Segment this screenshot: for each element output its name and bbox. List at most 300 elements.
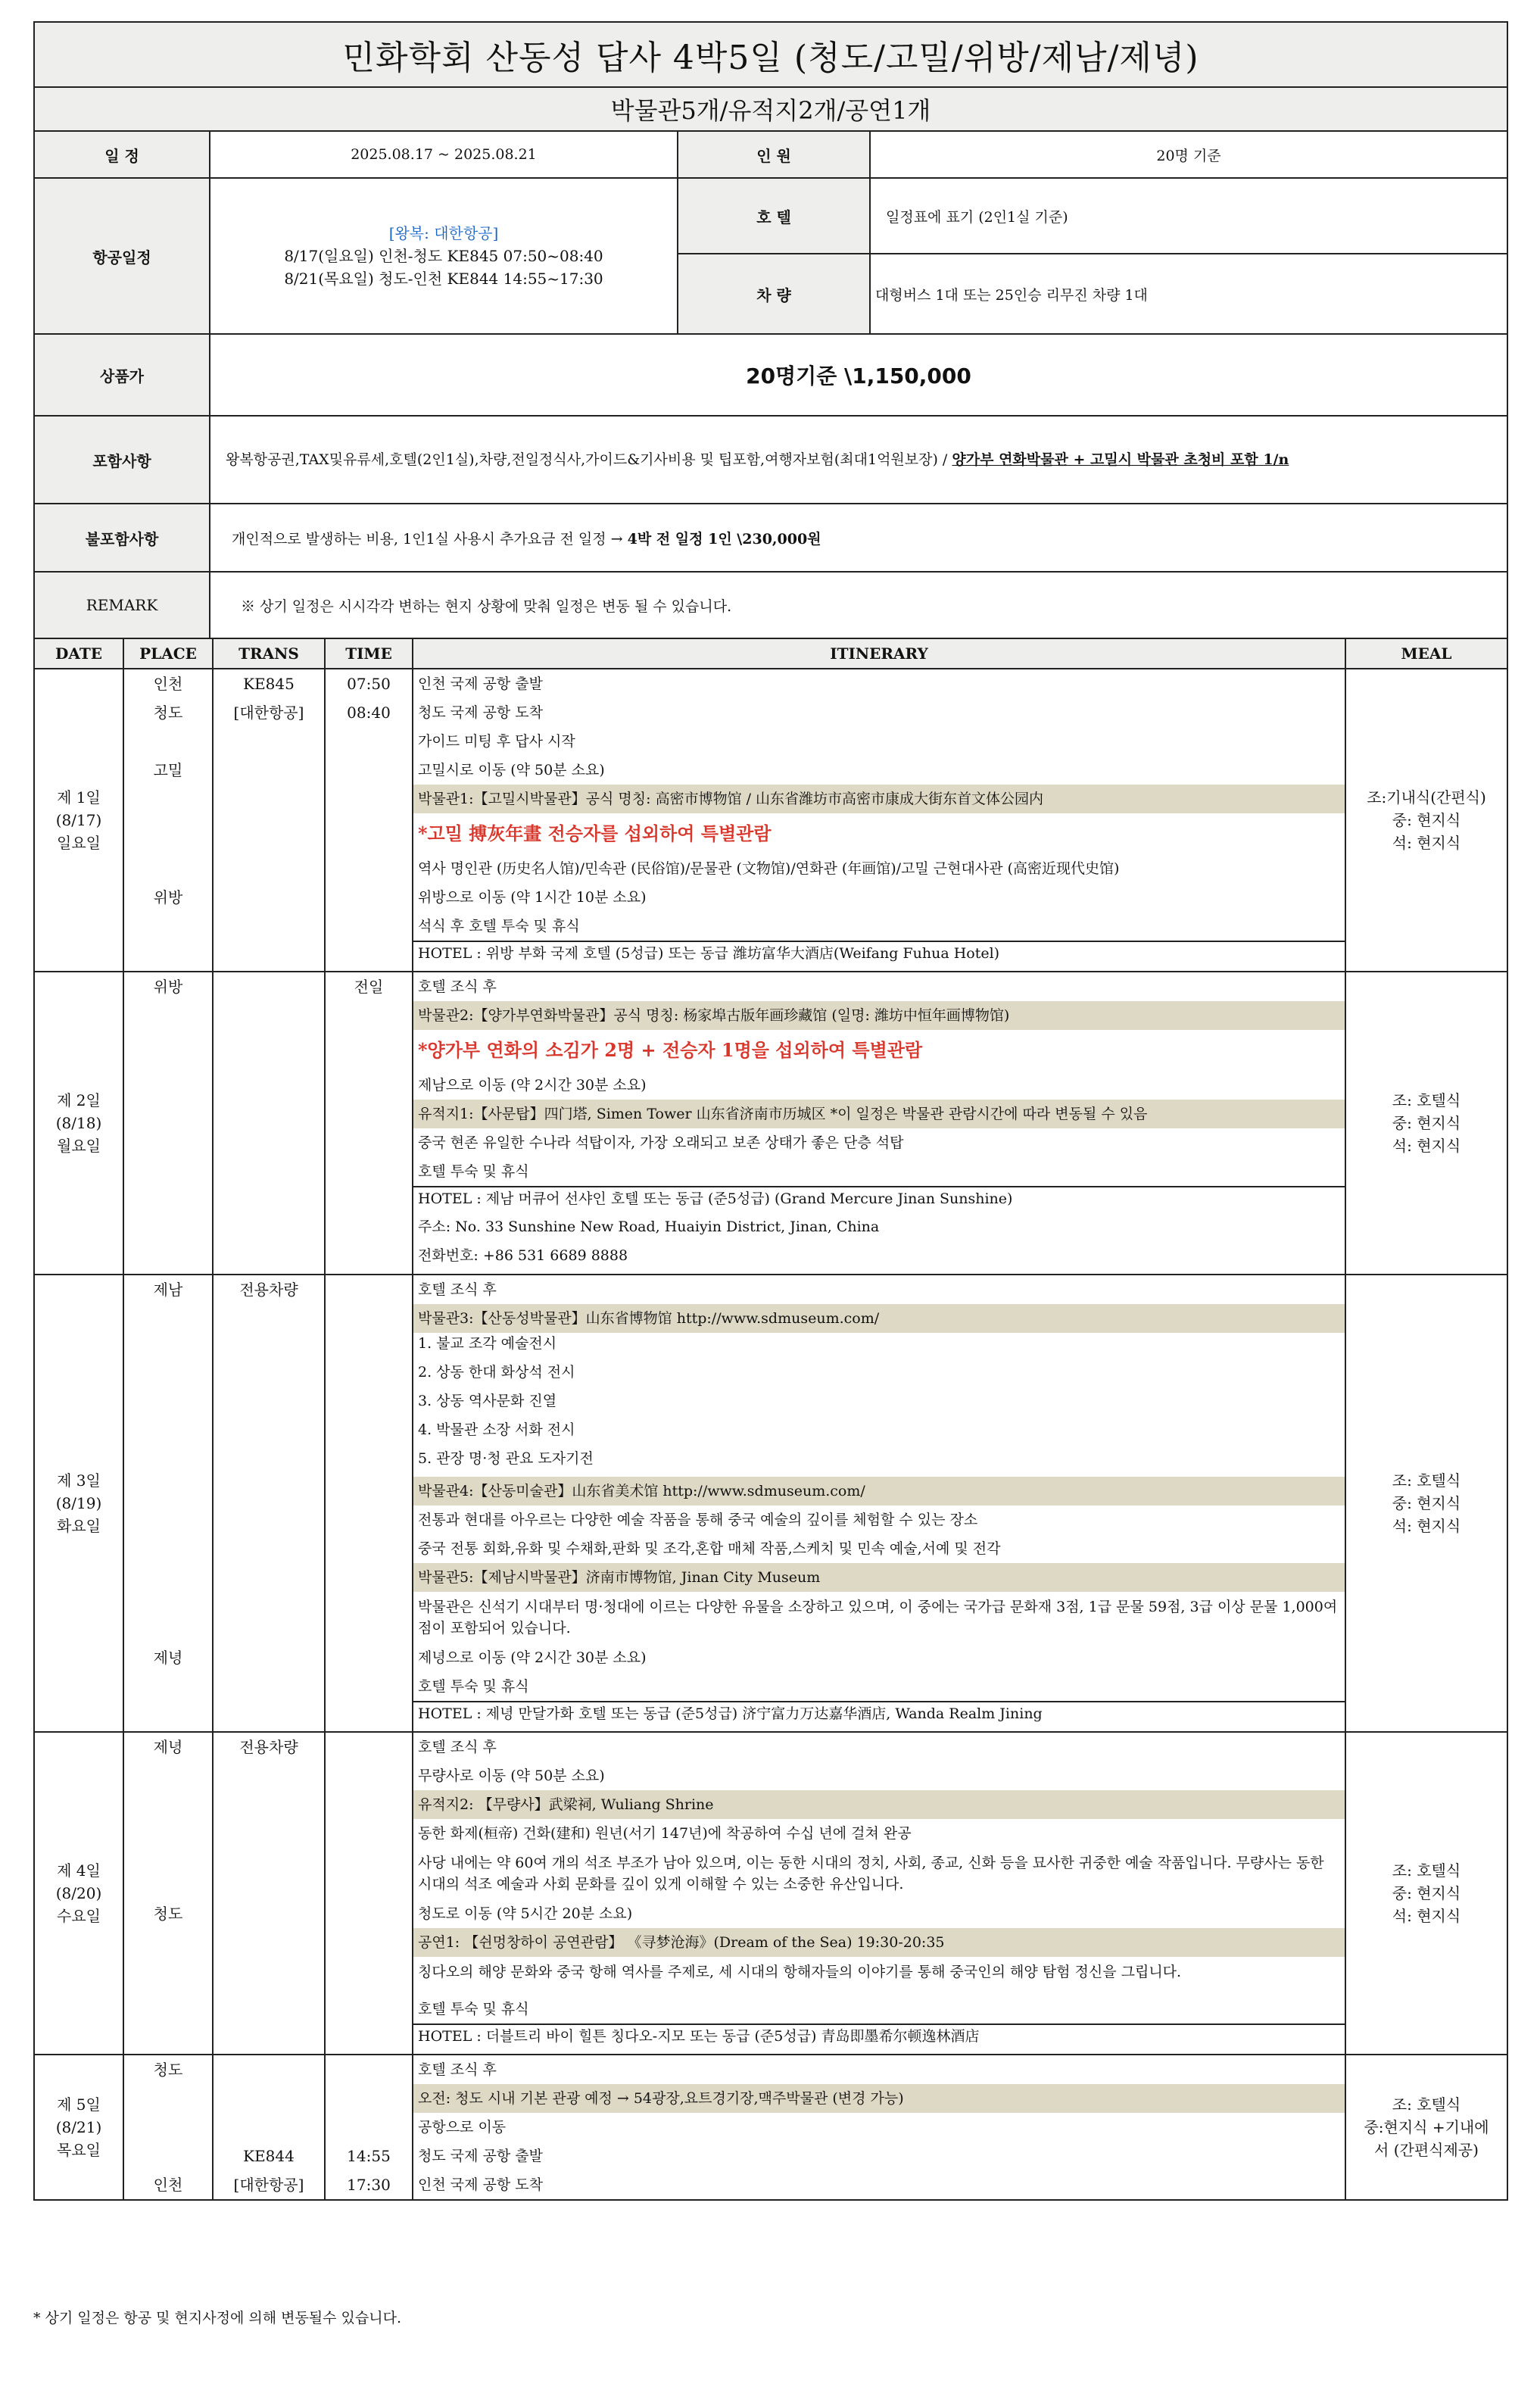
time-entry (326, 1448, 412, 1477)
itinerary-row: 호텔 조식 후 (418, 978, 497, 995)
time-entry (326, 1245, 412, 1274)
itinerary-row: 공항으로 이동 (418, 2119, 507, 2136)
itinerary-row: 역사 명인관 (历史名人馆)/민속관 (民俗馆)/문물관 (文物馆)/연화관 (年画馆)/고밀 근현대사관 (高密近现代史馆) (418, 860, 1120, 877)
time-entry (326, 1001, 412, 1030)
trans-entry (214, 1390, 324, 1419)
time-entry (326, 813, 412, 854)
meal-line: 중: 현지식 (1392, 811, 1461, 829)
place-entry (124, 1928, 212, 1957)
time-entry (326, 1790, 412, 1819)
flight-inbound: 8/21(목요일) 청도-인천 KE844 14:55~17:30 (284, 270, 603, 288)
day-itinerary-cell (413, 972, 1345, 1275)
itinerary-table (33, 638, 1508, 2201)
itinerary-row: HOTEL : 제녕 만달가화 호텔 또는 동급 (준5성급) 济宁富力万达嘉华酒店, Wanda Realm Jining (413, 1701, 1345, 1731)
trans-entry (214, 785, 324, 813)
day-date-line: (8/17) (55, 811, 102, 829)
time-entry (326, 1848, 412, 1899)
time-entry (326, 1304, 412, 1333)
trans-entry (214, 1448, 324, 1477)
include-label: 포함사항 (34, 416, 210, 504)
day-meal-cell (1345, 669, 1507, 972)
trans-entry (214, 1899, 324, 1928)
day-time-cell (325, 972, 413, 1275)
flight-info (210, 178, 678, 334)
remark-label: REMARK (34, 572, 210, 638)
day-date-line: 수요일 (57, 1907, 101, 1925)
page-title: 민화학회 산동성 답사 4박5일 (청도/고밀/위방/제남/제녕) (34, 22, 1507, 87)
remark-value: ※ 상기 일정은 시시각각 변하는 현지 상황에 맞춰 일정은 변동 될 수 있습니다. (210, 572, 1507, 638)
place-entry (124, 2084, 212, 2113)
trans-entry (214, 912, 324, 941)
day-time-cell (325, 1732, 413, 2055)
trans-entry (214, 972, 324, 1001)
day-time-cell (325, 1275, 413, 1732)
price-value: 20명기준 \1,150,000 (210, 334, 1507, 416)
trans-entry (214, 1100, 324, 1128)
trans-entry (214, 1643, 324, 1672)
place-entry (124, 727, 212, 756)
day-place-cell (123, 1732, 213, 2055)
time-entry (326, 1899, 412, 1928)
trans-entry (214, 854, 324, 883)
meal-line: 석: 현지식 (1392, 1137, 1461, 1155)
place-entry (124, 1390, 212, 1419)
place-entry (124, 1157, 212, 1186)
schedule-value: 2025.08.17 ~ 2025.08.21 (210, 131, 678, 178)
itinerary-row: 호텔 투숙 및 휴식 (418, 1678, 529, 1695)
meal-line: 조: 호텔식 (1392, 2095, 1461, 2114)
place-entry (124, 1701, 212, 1731)
place-entry (124, 1001, 212, 1030)
meal-line: 석: 현지식 (1392, 1517, 1461, 1535)
day-trans-cell (213, 1275, 325, 1732)
itinerary-row: 3. 상동 역사문화 진열 (418, 1393, 557, 1409)
meal-line: 중: 현지식 (1392, 1494, 1461, 1512)
time-entry (326, 1957, 412, 1995)
trans-entry: 전용차량 (239, 1281, 298, 1299)
itinerary-row: 박물관1:【고밀시박물관】공식 명칭: 高密市博物馆 / 山东省潍坊市高密市康成大街东首文体公园内 (413, 785, 1345, 813)
itinerary-row: 무량사로 이동 (약 50분 소요) (418, 1768, 605, 1784)
day-trans-cell (213, 2055, 325, 2200)
itinerary-row: 오전: 청도 시내 기본 관광 예정 → 54광장,요트경기장,맥주박물관 (변경 가능) (413, 2084, 1345, 2113)
time-entry: 전일 (354, 978, 384, 996)
trans-entry (214, 1071, 324, 1100)
time-entry (326, 1733, 412, 1761)
trans-entry (214, 1419, 324, 1448)
place-entry (124, 1506, 212, 1534)
include-value (210, 416, 1507, 504)
trans-entry (214, 1957, 324, 1995)
day-date-line: (8/20) (55, 1884, 102, 1902)
itinerary-row: 동한 화제(桓帝) 건화(建和) 원년(서기 147년)에 착공하여 수십 년에 걸쳐 완공 (418, 1825, 912, 1842)
day-time-cell (325, 2055, 413, 2200)
trans-entry (214, 1819, 324, 1848)
place-entry (124, 1534, 212, 1563)
itinerary-row: 중국 현존 유일한 수나라 석탑이자, 가장 오래되고 보존 상태가 좋은 단층 석탑 (418, 1134, 904, 1151)
meal-line: 조: 호텔식 (1392, 1861, 1461, 1880)
col-date: DATE (34, 638, 123, 669)
day-meal-cell (1345, 1732, 1507, 2055)
footnote: * 상기 일정은 항공 및 현지사정에 의해 변동될수 있습니다. (33, 2310, 401, 2326)
time-entry (326, 1100, 412, 1128)
day-date-cell (34, 1732, 123, 2055)
page-subtitle: 박물관5개/유적지2개/공연1개 (34, 87, 1507, 131)
time-entry (326, 1216, 412, 1245)
day-row (34, 1275, 1507, 1732)
itinerary-row: 박물관은 신석기 시대부터 명·청대에 이르는 다양한 유물을 소장하고 있으며, 이 중에는 국가급 문화재 3점, 1급 문물 59점, 3급 이상 문물 1,000여 점이 포함되어 있습니다. (418, 1599, 1338, 1637)
itinerary-row: 호텔 조식 후 (418, 1281, 497, 1298)
place-entry: 인천 (153, 2176, 183, 2194)
time-entry (326, 1333, 412, 1362)
time-entry (326, 1362, 412, 1390)
itinerary-row: 1. 불교 조각 예술전시 (418, 1335, 557, 1352)
trans-entry (214, 1001, 324, 1030)
hotel-value: 일정표에 표기 (2인1실 기준) (870, 178, 1507, 254)
trans-entry (214, 727, 324, 756)
time-entry (326, 883, 412, 912)
place-entry (124, 1563, 212, 1592)
trans-entry (214, 1157, 324, 1186)
trans-entry (214, 2055, 324, 2084)
time-entry (326, 1477, 412, 1506)
place-entry (124, 1592, 212, 1643)
meal-line: 중: 현지식 (1392, 1884, 1461, 1902)
place-entry (124, 1186, 212, 1216)
trans-entry (214, 1928, 324, 1957)
day-meal-cell (1345, 1275, 1507, 1732)
place-entry (124, 2023, 212, 2054)
flight-label: 항공일정 (34, 178, 210, 334)
include-bold: 양가부 연화박물관 + 고밀시 박물관 초청비 포함 1/n (952, 451, 1289, 468)
place-entry (124, 1071, 212, 1100)
trans-entry (214, 1506, 324, 1534)
day-date-line: (8/19) (55, 1494, 102, 1512)
place-entry: 위방 (153, 888, 183, 906)
place-entry (124, 1100, 212, 1128)
trans-entry (214, 1701, 324, 1731)
itinerary-document (33, 21, 1507, 2201)
place-entry: 제남 (153, 1281, 183, 1299)
itinerary-row: 주소: No. 33 Sunshine New Road, Huaiyin District, Jinan, China (418, 1218, 880, 1235)
itinerary-row: 박물관5:【제남시박물관】济南市博物馆, Jinan City Museum (413, 1563, 1345, 1592)
time-entry: 08:40 (347, 704, 391, 722)
trans-entry (214, 756, 324, 785)
exclude-label: 불포함사항 (34, 504, 210, 572)
time-entry (326, 1819, 412, 1848)
day-place-cell (123, 972, 213, 1275)
day-date-cell (34, 2055, 123, 2200)
day-time-cell (325, 669, 413, 972)
people-label: 인 원 (678, 131, 870, 178)
time-entry (326, 1186, 412, 1216)
meal-line: 서 (간편식제공) (1374, 2141, 1479, 2159)
vehicle-value: 대형버스 1대 또는 25인승 리무진 차량 1대 (870, 254, 1507, 334)
day-row (34, 972, 1507, 1275)
meal-line: 석: 현지식 (1392, 1907, 1461, 1925)
time-entry (326, 1995, 412, 2023)
col-time: TIME (325, 638, 413, 669)
day-place-cell (123, 669, 213, 972)
summary-table (33, 21, 1508, 639)
itinerary-row: 제남으로 이동 (약 2시간 30분 소요) (418, 1077, 647, 1094)
time-entry (326, 2084, 412, 2113)
time-entry (326, 854, 412, 883)
time-entry (326, 1534, 412, 1563)
place-entry (124, 1672, 212, 1701)
day-meal-cell (1345, 2055, 1507, 2200)
time-entry (326, 727, 412, 756)
day-date-cell (34, 669, 123, 972)
place-entry (124, 1790, 212, 1819)
itinerary-row: 인천 국제 공항 출발 (418, 676, 543, 692)
day-date-line: 월요일 (57, 1137, 101, 1155)
itinerary-row: 제녕으로 이동 (약 2시간 30분 소요) (418, 1649, 647, 1666)
place-entry (124, 1245, 212, 1274)
itinerary-row: 전화번호: +86 531 6689 8888 (418, 1247, 628, 1264)
day-itinerary-cell (413, 1732, 1345, 2055)
schedule-label: 일 정 (34, 131, 210, 178)
itinerary-row: HOTEL : 더블트리 바이 힐튼 칭다오-지모 또는 동급 (준5성급) 青岛即墨希尔顿逸林酒店 (413, 2023, 1345, 2054)
trans-entry (214, 2023, 324, 2054)
itinerary-row: 칭다오의 해양 문화와 중국 항해 역사를 주제로, 세 시대의 항해자들의 이야기를 통해 중국인의 해양 탐험 정신을 그립니다. (418, 1964, 1182, 1980)
place-entry (124, 1477, 212, 1506)
trans-entry (214, 1216, 324, 1245)
meal-line: 조: 호텔식 (1392, 1091, 1461, 1109)
time-entry (326, 1071, 412, 1100)
time-entry (326, 1157, 412, 1186)
meal-line: 석: 현지식 (1392, 834, 1461, 852)
exclude-value (210, 504, 1507, 572)
itinerary-row: 박물관4:【산동미술관】山东省美术馆 http://www.sdmuseum.com/ (413, 1477, 1345, 1506)
time-entry (326, 2055, 412, 2084)
day-date-cell (34, 1275, 123, 1732)
people-value: 20명 기준 (870, 131, 1507, 178)
place-entry (124, 1030, 212, 1071)
place-entry: 제녕 (153, 1649, 183, 1667)
day-date-line: 제 1일 (57, 788, 101, 807)
time-entry (326, 2113, 412, 2142)
col-meal: MEAL (1345, 638, 1507, 669)
trans-entry (214, 1362, 324, 1390)
itinerary-row: 인천 국제 공항 도착 (418, 2176, 543, 2193)
trans-entry (214, 1848, 324, 1899)
trans-entry: KE845 (243, 675, 295, 693)
itinerary-row: 호텔 조식 후 (418, 1739, 497, 1755)
itinerary-row: 4. 박물관 소장 서화 전시 (418, 1421, 575, 1438)
place-entry (124, 1419, 212, 1448)
itinerary-row: 전통과 현대를 아우르는 다양한 예술 작품을 통해 중국 예술의 깊이를 체험할 수 있는 장소 (418, 1512, 978, 1528)
place-entry (124, 2113, 212, 2142)
place-entry (124, 785, 212, 813)
day-date-line: 제 5일 (57, 2095, 101, 2114)
trans-entry: 전용차량 (239, 1738, 298, 1756)
time-entry (326, 1506, 412, 1534)
trans-entry (214, 813, 324, 854)
day-row (34, 669, 1507, 972)
itinerary-row: 2. 상동 한대 화상석 전시 (418, 1364, 575, 1381)
time-entry (326, 912, 412, 941)
trans-entry (214, 1995, 324, 2023)
trans-entry (214, 1030, 324, 1071)
itinerary-row: 호텔 조식 후 (418, 2061, 497, 2078)
day-itinerary-cell (413, 2055, 1345, 2200)
day-trans-cell (213, 972, 325, 1275)
day-date-line: 제 3일 (57, 1471, 101, 1490)
time-entry (326, 1563, 412, 1592)
itinerary-row: 석식 후 호텔 투숙 및 휴식 (418, 918, 580, 935)
time-entry (326, 1030, 412, 1071)
day-date-line: 목요일 (57, 2141, 101, 2159)
trans-entry (214, 1563, 324, 1592)
itinerary-row: 박물관3:【산동성박물관】山东省博物馆 http://www.sdmuseum.com/ (413, 1304, 1345, 1333)
trans-entry (214, 1761, 324, 1790)
place-entry (124, 1957, 212, 1995)
itinerary-row: 공연1: 【쉰멍창하이 공연관람】 《寻梦沧海》(Dream of the Sea) 19:30-20:35 (413, 1928, 1345, 1957)
itinerary-row: 청도 국제 공항 출발 (418, 2148, 543, 2164)
meal-line: 중:현지식 +기내에 (1364, 2118, 1489, 2136)
itinerary-row: 유적지2: 【무량사】武梁祠, Wuliang Shrine (413, 1790, 1345, 1819)
itinerary-row: 박물관2:【양가부연화박물관】공식 명칭: 杨家埠古版年画珍藏馆 (일명: 潍坊中恒年画博物馆) (413, 1001, 1345, 1030)
trans-entry (214, 1592, 324, 1643)
include-text: 왕복항공권,TAX및유류세,호텔(2인1실),차량,전일정식사,가이드&기사비용 및 팁포함,여행자보험(최대1억원보장) / (226, 451, 952, 468)
itinerary-row: HOTEL : 제남 머큐어 선샤인 호텔 또는 동급 (준5성급) (Grand Mercure Jinan Sunshine) (413, 1186, 1345, 1216)
place-entry: 제녕 (153, 1738, 183, 1756)
trans-entry (214, 1128, 324, 1157)
trans-entry: KE844 (243, 2147, 295, 2165)
trans-entry (214, 883, 324, 912)
day-place-cell (123, 2055, 213, 2200)
day-date-line: (8/21) (55, 2118, 102, 2136)
time-entry (326, 1672, 412, 1701)
itinerary-row: 호텔 투숙 및 휴식 (418, 2001, 529, 2017)
place-entry: 인천 (153, 675, 183, 693)
place-entry (124, 1128, 212, 1157)
place-entry: 위방 (153, 978, 183, 996)
itinerary-row: 고밀시로 이동 (약 50분 소요) (418, 762, 605, 779)
place-entry (124, 813, 212, 854)
time-entry (326, 2023, 412, 2054)
time-entry (326, 1390, 412, 1419)
trans-entry (214, 1477, 324, 1506)
trans-entry (214, 1790, 324, 1819)
day-trans-cell (213, 1732, 325, 2055)
time-entry (326, 1701, 412, 1731)
trans-entry (214, 1245, 324, 1274)
day-meal-cell (1345, 972, 1507, 1275)
place-entry (124, 1362, 212, 1390)
col-trans: TRANS (213, 638, 325, 669)
trans-entry (214, 1304, 324, 1333)
day-place-cell (123, 1275, 213, 1732)
place-entry (124, 1216, 212, 1245)
time-entry: 14:55 (347, 2147, 391, 2165)
hotel-label: 호 텔 (678, 178, 870, 254)
place-entry: 청도 (153, 1905, 183, 1923)
place-entry: 청도 (153, 704, 183, 722)
place-entry (124, 2142, 212, 2170)
day-row (34, 2055, 1507, 2200)
itinerary-row: 유적지1:【사문탑】四门塔, Simen Tower 山东省济南市历城区 *이 일정은 박물관 관람시간에 따라 변동될 수 있음 (413, 1100, 1345, 1128)
time-entry (326, 785, 412, 813)
itinerary-row: 청도 국제 공항 도착 (418, 704, 543, 721)
place-entry (124, 1819, 212, 1848)
col-itinerary: ITINERARY (413, 638, 1345, 669)
place-entry (124, 912, 212, 941)
place-entry (124, 1448, 212, 1477)
place-entry: 고밀 (153, 761, 183, 779)
time-entry (326, 1643, 412, 1672)
place-entry: 청도 (153, 2061, 183, 2079)
flight-outbound: 8/17(일요일) 인천-청도 KE845 07:50~08:40 (284, 247, 603, 265)
time-entry (326, 1275, 412, 1304)
place-entry (124, 1304, 212, 1333)
day-date-line: 제 2일 (57, 1091, 101, 1109)
itinerary-row: 호텔 투숙 및 휴식 (418, 1163, 529, 1180)
time-entry (326, 941, 412, 971)
itinerary-row: *고밀 搏灰年畫 전승자를 섭외하여 특별관람 (418, 822, 772, 844)
day-itinerary-cell (413, 1275, 1345, 1732)
place-entry (124, 1995, 212, 2023)
trans-entry: [대한항공] (233, 2176, 304, 2194)
itinerary-row: 5. 관장 명·청 관요 도자기전 (418, 1450, 594, 1467)
trans-entry (214, 1534, 324, 1563)
place-entry (124, 941, 212, 971)
day-row (34, 1732, 1507, 2055)
col-place: PLACE (123, 638, 213, 669)
exclude-bold: 4박 전 일정 1인 \230,000원 (627, 530, 821, 548)
trans-entry (214, 1333, 324, 1362)
itinerary-row: 위방으로 이동 (약 1시간 10분 소요) (418, 889, 647, 906)
trans-entry (214, 1672, 324, 1701)
itinerary-row: *양가부 연화의 소김가 2명 + 전승자 1명을 섭외하여 특별관람 (418, 1039, 923, 1061)
itinerary-row: HOTEL : 위방 부화 국제 호텔 (5성급) 또는 동급 潍坊富华大酒店(Weifang Fuhua Hotel) (413, 941, 1345, 971)
price-label: 상품가 (34, 334, 210, 416)
time-entry: 17:30 (347, 2176, 391, 2194)
place-entry (124, 1848, 212, 1899)
day-date-line: 화요일 (57, 1517, 101, 1535)
flight-airline: [왕복: 대한항공] (388, 224, 499, 242)
vehicle-label: 차 량 (678, 254, 870, 334)
meal-line: 조: 호텔식 (1392, 1471, 1461, 1490)
itinerary-row: 중국 전통 회화,유화 및 수채화,판화 및 조각,혼합 매체 작품,스케치 및 민속 예술,서예 및 전각 (418, 1540, 1001, 1557)
itinerary-row: 청도로 이동 (약 5시간 20분 소요) (418, 1905, 633, 1922)
day-date-line: (8/18) (55, 1114, 102, 1132)
trans-entry (214, 941, 324, 971)
meal-line: 조:기내식(간편식) (1367, 788, 1486, 807)
day-trans-cell (213, 669, 325, 972)
itinerary-row: 가이드 미팅 후 답사 시작 (418, 733, 575, 750)
time-entry (326, 1419, 412, 1448)
place-entry (124, 1761, 212, 1790)
time-entry (326, 1928, 412, 1957)
time-entry: 07:50 (347, 675, 391, 693)
exclude-text: 개인적으로 발생하는 비용, 1인1실 사용시 추가요금 전 일정 → (232, 530, 628, 548)
time-entry (326, 1761, 412, 1790)
trans-entry (214, 2113, 324, 2142)
itinerary-row: 사당 내에는 약 60여 개의 석조 부조가 남아 있으며, 이는 동한 시대의 정치, 사회, 종교, 신화 등을 묘사한 귀중한 예술 작품입니다. 무량사는 동한 시대의 석조 예술과 사회 문화를 깊이 있게 이해할 수 있는 소중한 유산입니다. (418, 1855, 1324, 1892)
day-date-line: 제 4일 (57, 1861, 101, 1880)
time-entry (326, 1592, 412, 1643)
day-itinerary-cell (413, 669, 1345, 972)
time-entry (326, 756, 412, 785)
place-entry (124, 1333, 212, 1362)
place-entry (124, 854, 212, 883)
trans-entry (214, 1186, 324, 1216)
time-entry (326, 1128, 412, 1157)
day-date-cell (34, 972, 123, 1275)
meal-line: 중: 현지식 (1392, 1114, 1461, 1132)
trans-entry: [대한항공] (233, 704, 304, 722)
